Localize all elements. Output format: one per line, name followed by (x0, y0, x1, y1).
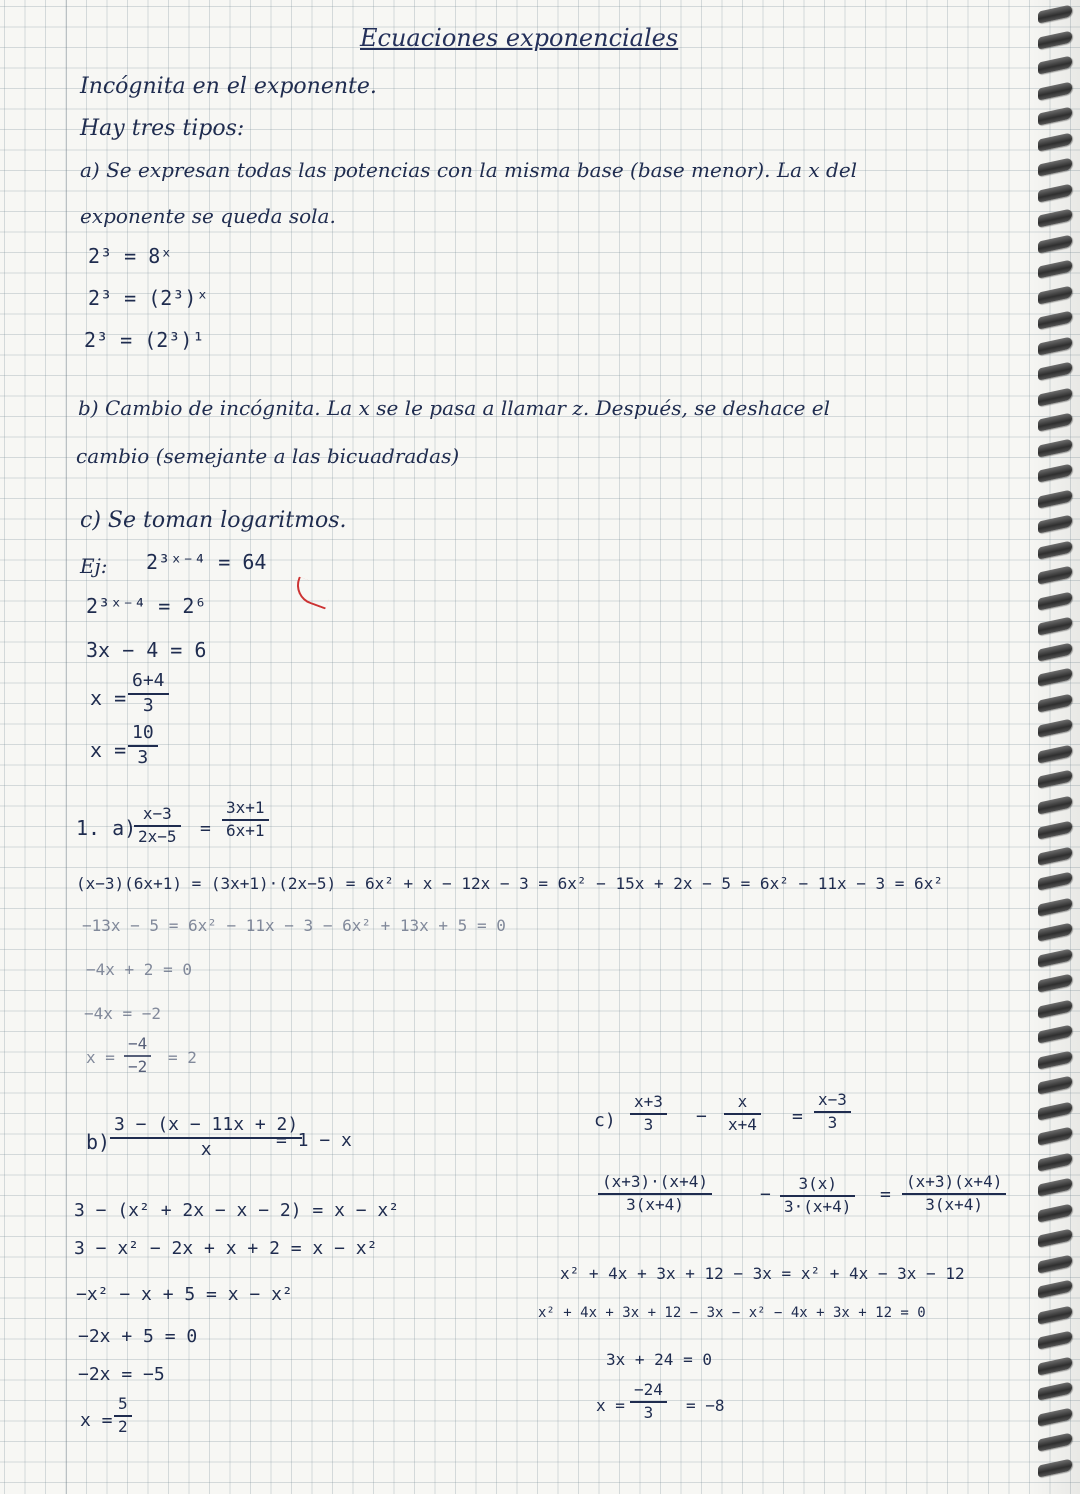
spiral-ring (1038, 157, 1072, 176)
spiral-binding (1024, 0, 1080, 1494)
fraction-denominator: x+4 (728, 1114, 757, 1134)
intro-text: Incógnita en el exponente. (80, 74, 377, 99)
example-a-step2: 2³ = (2³)ˣ (88, 286, 209, 310)
types-heading: Hay tres tipos: (80, 116, 245, 141)
spiral-ring (1038, 718, 1072, 737)
spiral-ring (1038, 106, 1072, 125)
spiral-ring (1038, 744, 1072, 763)
spiral-ring (1038, 1152, 1072, 1171)
spiral-ring (1038, 55, 1072, 74)
exercise-1a-step5-lhs: x = (86, 1048, 115, 1067)
fraction-numerator: (x+3)·(x+4) (602, 1172, 708, 1191)
spiral-ring (1038, 565, 1072, 584)
spiral-ring (1038, 132, 1072, 151)
fraction-denominator: 3(x+4) (925, 1194, 984, 1214)
spiral-ring (1038, 412, 1072, 431)
spiral-ring (1038, 30, 1072, 49)
fraction-denominator: 3 (142, 694, 154, 716)
fraction-denominator: 3 (137, 746, 149, 768)
spiral-ring (1038, 361, 1072, 380)
type-a-line1: a) Se expresan todas las potencias con la misma base (base menor). La x del (80, 158, 858, 182)
exercise-1b-step6-lhs: x = (80, 1410, 113, 1431)
spiral-ring (1038, 183, 1072, 202)
fraction-numerator: 10 (132, 722, 154, 743)
exercise-1c-step3: 3x + 24 = 0 (606, 1350, 712, 1369)
exercise-1a-step4: −4x = −2 (84, 1004, 162, 1023)
exercise-1c-step-minus: − (760, 1184, 771, 1205)
exercise-1c-step-fraction-1 (598, 1174, 712, 1214)
type-b-line2: cambio (semejante a las bicuadradas) (76, 444, 460, 468)
spiral-ring (1038, 616, 1072, 635)
exercise-1b-step2: 3 − x² − 2x + x + 2 = x − x² (74, 1238, 378, 1259)
spiral-ring (1038, 489, 1072, 508)
exercise-1a-step2: −13x − 5 = 6x² − 11x − 3 − 6x² + 13x + 5 = 0 (82, 916, 506, 935)
fraction-numerator: 6+4 (132, 670, 165, 691)
fraction-numerator: −4 (128, 1034, 148, 1053)
type-b-line1: b) Cambio de incógnita. La x se le pasa a llamar z. Después, se deshace el (78, 396, 831, 420)
exercise-1c-minus: − (696, 1106, 707, 1127)
spiral-ring (1038, 642, 1072, 661)
exercise-1a-label: 1. a) (76, 816, 137, 840)
spiral-ring (1038, 769, 1072, 788)
margin-line (66, 0, 67, 1494)
spiral-ring (1038, 81, 1072, 100)
exercise-1b-step1: 3 − (x² + 2x − x − 2) = x − x² (74, 1200, 400, 1221)
spiral-ring (1038, 820, 1072, 839)
spiral-ring (1038, 1024, 1072, 1043)
fraction-denominator: 2x−5 (138, 826, 177, 846)
exercise-1a-lhs-fraction (134, 806, 181, 846)
fraction-numerator: (x+3)(x+4) (906, 1172, 1003, 1191)
exercise-1b-step3: −x² − x + 5 = x − x² (76, 1284, 293, 1305)
fraction-numerator: 3x+1 (226, 798, 265, 817)
spiral-ring (1038, 922, 1072, 941)
fraction-denominator: 6x+1 (226, 820, 265, 840)
spiral-ring (1038, 1330, 1072, 1349)
exercise-1c-equals: = (792, 1106, 803, 1127)
exercise-1c-step-fraction-3 (902, 1174, 1006, 1214)
exercise-1c-step4-fraction (630, 1382, 667, 1422)
fraction-numerator: −24 (634, 1380, 663, 1399)
exercise-1a-step1: (x−3)(6x+1) = (3x+1)·(2x−5) = 6x² + x − 12x − 3 = 6x² − 15x + 2x − 5 = 6x² − 11x − 3 = 6x² (76, 874, 943, 893)
spiral-ring (1038, 1228, 1072, 1247)
exercise-1c-step-equals: = (880, 1184, 891, 1205)
spiral-ring (1038, 463, 1072, 482)
spiral-ring (1038, 1407, 1072, 1426)
type-c-heading: c) Se toman logaritmos. (80, 508, 347, 533)
spiral-ring (1038, 310, 1072, 329)
fraction-numerator: 3(x) (798, 1174, 837, 1193)
exercise-1b-fraction (110, 1116, 302, 1160)
spiral-ring (1038, 514, 1072, 533)
example-c-step2: 2³ˣ⁻⁴ = 2⁶ (86, 594, 207, 618)
spiral-ring (1038, 1458, 1072, 1477)
exercise-1c-step-fraction-2 (780, 1176, 855, 1216)
exercise-1c-fraction-3 (814, 1092, 851, 1132)
spiral-ring (1038, 1356, 1072, 1375)
spiral-ring (1038, 1177, 1072, 1196)
example-a-step1: 2³ = 8ˣ (88, 244, 173, 268)
fraction-denominator: 3 (643, 1114, 654, 1134)
exercise-1a-step5-result: = 2 (168, 1048, 197, 1067)
spiral-ring (1038, 1432, 1072, 1451)
example-c-step1: 2³ˣ⁻⁴ = 64 (146, 550, 267, 574)
spiral-ring (1038, 1126, 1072, 1145)
exercise-1c-label: c) (594, 1110, 616, 1131)
page-title: Ecuaciones exponenciales (360, 24, 679, 52)
spiral-ring (1038, 285, 1072, 304)
exercise-1a-equals: = (200, 818, 211, 839)
example-c-step5-lhs: x = (90, 738, 127, 762)
spiral-ring (1038, 234, 1072, 253)
fraction-denominator: x (200, 1138, 212, 1160)
fraction-denominator: 2 (118, 1416, 128, 1436)
example-c-step4-fraction (128, 672, 169, 716)
example-c-step5-fraction (128, 724, 158, 768)
fraction-numerator: x+3 (634, 1092, 663, 1111)
exercise-1b-label: b) (86, 1130, 111, 1154)
exercise-1c-step2: x² + 4x + 3x + 12 − 3x − x² − 4x + 3x + 12 = 0 (538, 1305, 926, 1321)
spiral-ring (1038, 336, 1072, 355)
exercise-1a-step3: −4x + 2 = 0 (86, 960, 192, 979)
fraction-denominator: 3(x+4) (626, 1194, 684, 1214)
spiral-ring (1038, 948, 1072, 967)
exercise-1c-step4-result: = −8 (686, 1396, 725, 1415)
spiral-ring (1038, 1075, 1072, 1094)
fraction-numerator: 5 (118, 1394, 128, 1413)
spiral-ring (1038, 973, 1072, 992)
exercise-1b-step6-fraction (114, 1396, 132, 1436)
exercise-1a-step5-fraction (124, 1036, 151, 1076)
spiral-ring (1038, 795, 1072, 814)
spiral-ring (1038, 387, 1072, 406)
exercise-1c-fraction-2 (724, 1094, 761, 1134)
fraction-numerator: x−3 (142, 804, 172, 823)
fraction-numerator: x−3 (818, 1090, 847, 1109)
spiral-ring (1038, 897, 1072, 916)
spiral-ring (1038, 591, 1072, 610)
spiral-ring (1038, 1050, 1072, 1069)
example-c-step3: 3x − 4 = 6 (86, 638, 207, 662)
exercise-1b-rhs: = 1 − x (276, 1130, 352, 1151)
spiral-ring (1038, 667, 1072, 686)
spiral-ring (1038, 4, 1072, 23)
exercise-1b-step4: −2x + 5 = 0 (78, 1326, 198, 1347)
type-a-line2: exponente se queda sola. (80, 204, 336, 228)
fraction-denominator: 3 (643, 1402, 654, 1422)
spiral-ring (1038, 693, 1072, 712)
spiral-ring (1038, 846, 1072, 865)
example-a-step3: 2³ = (2³)¹ (84, 328, 205, 352)
spiral-ring (1038, 540, 1072, 559)
spiral-ring (1038, 1305, 1072, 1324)
spiral-ring (1038, 1381, 1072, 1400)
exercise-1b-step5: −2x = −5 (78, 1364, 165, 1385)
fraction-denominator: 3 (827, 1112, 838, 1132)
exercise-1c-fraction-1 (630, 1094, 667, 1134)
fraction-denominator: 3·(x+4) (784, 1196, 852, 1216)
spiral-ring (1038, 1279, 1072, 1298)
red-pen-mark (291, 577, 332, 610)
exercise-1c-step4-lhs: x = (596, 1396, 625, 1415)
example-c-label: Ej: (80, 554, 108, 578)
spiral-ring (1038, 259, 1072, 278)
fraction-numerator: 3 − (x − 11x + 2) (114, 1114, 299, 1135)
fraction-numerator: x (737, 1092, 748, 1111)
spiral-ring (1038, 871, 1072, 890)
spiral-ring (1038, 1203, 1072, 1222)
spiral-ring (1038, 208, 1072, 227)
fraction-denominator: −2 (128, 1056, 148, 1076)
spiral-ring (1038, 1101, 1072, 1120)
example-c-step4-lhs: x = (90, 686, 127, 710)
spiral-ring (1038, 1254, 1072, 1273)
exercise-1c-step1: x² + 4x + 3x + 12 − 3x = x² + 4x − 3x − 12 (560, 1264, 965, 1283)
spiral-ring (1038, 999, 1072, 1018)
exercise-1a-rhs-fraction (222, 800, 269, 840)
spiral-ring (1038, 438, 1072, 457)
